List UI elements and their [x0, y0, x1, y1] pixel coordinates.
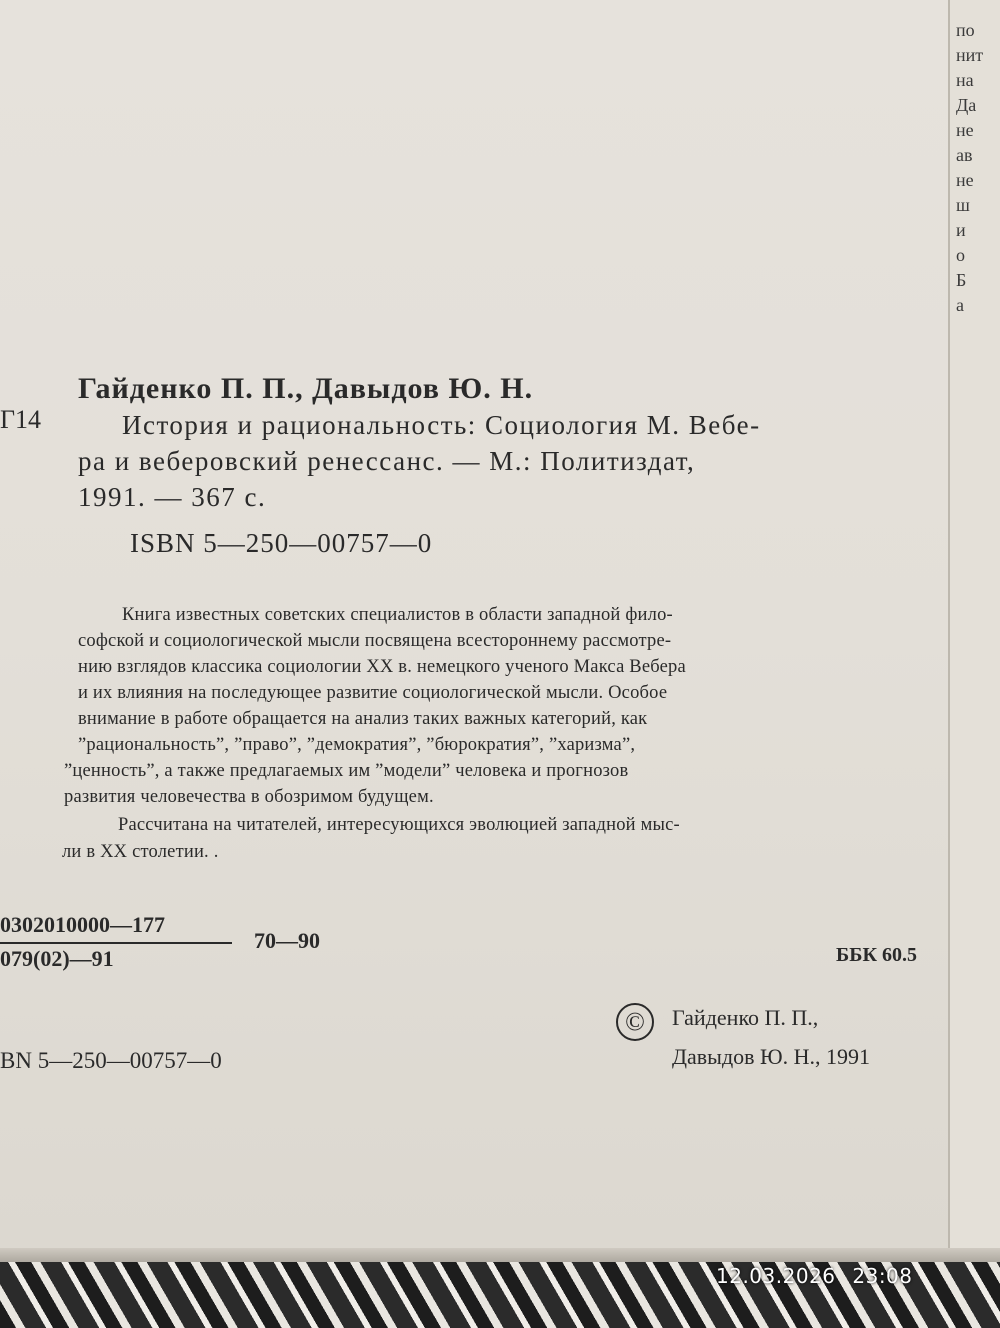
annotation-line: нию взглядов классика социологии XX в. немецкого ученого Макса Вебера — [78, 657, 686, 677]
title-line-2: ра и веберовский ренессанс. — М.: Политиздат, — [78, 446, 696, 476]
adjacent-fragment: не — [956, 170, 974, 190]
adjacent-fragment: ав — [956, 145, 973, 165]
annotation-line: Книга известных советских специалистов в области западной фило- — [122, 605, 673, 625]
isbn-bottom: BN 5—250—00757—0 — [0, 1048, 222, 1073]
title-line-3: 1991. — 367 с. — [78, 482, 267, 512]
adjacent-fragment: не — [956, 120, 974, 140]
bbk-code: ББК 60.5 — [836, 944, 917, 966]
adjacent-fragment: Да — [956, 95, 977, 115]
copyright-line-2: Давыдов Ю. Н., 1991 — [672, 1044, 871, 1069]
isbn-main: ISBN 5—250—00757—0 — [130, 528, 433, 558]
adjacent-fragment: на — [956, 70, 974, 90]
fraction-bar — [0, 942, 232, 944]
title-line-1: История и рациональность: Социология М. Вебе- — [122, 410, 761, 440]
adjacent-fragment: а — [956, 295, 964, 315]
annotation-line: внимание в работе обращается на анализ таких важных категорий, как — [78, 709, 648, 729]
annotation-line: ли в XX столетии. . — [62, 842, 219, 862]
copyright-line-1: Гайденко П. П., — [672, 1005, 819, 1030]
annotation-line: и их влияния на последующее развитие социологической мысли. Особое — [78, 683, 668, 703]
copyright-icon: © — [616, 1003, 654, 1041]
adjacent-fragment: нит — [956, 45, 984, 65]
annotation-line: ”рациональность”, ”право”, ”демократия”, ”бюрократия”, ”харизма”, — [78, 735, 636, 755]
annotation-line: Рассчитана на читателей, интересующихся эволюцией западной мыс- — [118, 815, 680, 835]
adjacent-page-edge — [948, 0, 1000, 1262]
annotation-line: развития человечества в обозримом будущем. — [64, 787, 434, 807]
annotation-line: ”ценность”, а также предлагаемых им ”модели” человека и прогнозов — [64, 761, 629, 781]
annotation-line: софской и социологической мысли посвящена всестороннему рассмотре- — [78, 631, 672, 651]
adjacent-fragment: о — [956, 245, 965, 265]
catalog-code: Г14 — [0, 405, 42, 434]
adjacent-fragment: Б — [956, 270, 967, 290]
adjacent-fragment: и — [956, 220, 966, 240]
photo-timestamp: 12.03.2026 23:08 — [716, 1264, 913, 1288]
adjacent-fragment: ш — [956, 195, 970, 215]
fraction-denominator: 079(02)—91 — [0, 946, 114, 971]
adjacent-fragment: по — [956, 20, 975, 40]
fraction-side-code: 70—90 — [254, 928, 320, 953]
fraction-numerator: 0302010000—177 — [0, 912, 165, 937]
author-line: Гайденко П. П., Давыдов Ю. Н. — [78, 372, 534, 405]
adjacent-page-text — [956, 18, 983, 318]
